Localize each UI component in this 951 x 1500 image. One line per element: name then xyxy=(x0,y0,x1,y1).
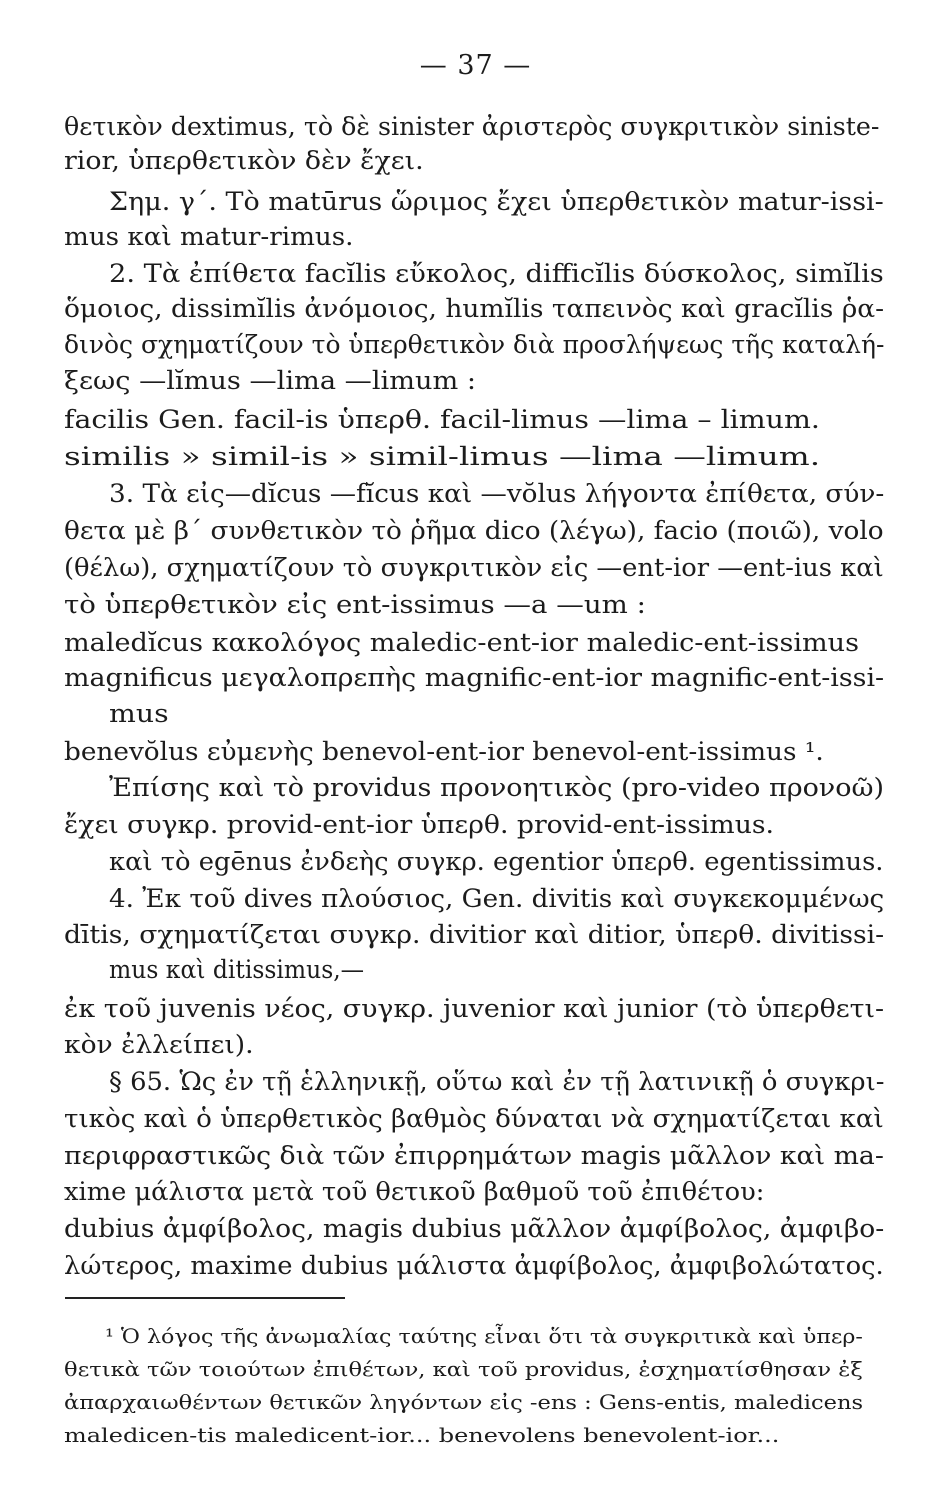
text-line: ἐκ τοῦ juvenis νέος, συγκρ. juvenior καὶ junior (τὸ ὑπερθετι- xyxy=(64,994,885,1023)
text-line: Ἐπίσης καὶ τὸ providus προνοητικὸς (pro-video προνοῶ) xyxy=(109,773,884,802)
text-line: § 65. Ὡς ἐν τῇ ἑλληνικῇ, οὕτω καὶ ἐν τῇ λατινικῇ ὁ συγκρι- xyxy=(109,1067,885,1096)
text-line: magnificus μεγαλοπρεπὴς magnific-ent-ior magnific-ent-issi- xyxy=(64,663,885,692)
text-line: dītis, σχηματίζεται συγκρ. divitior καὶ ditior, ὑπερθ. divitissi- xyxy=(64,920,885,949)
text-line: τὸ ὑπερθετικὸν εἰς ent-issimus —a —um : xyxy=(64,590,646,619)
text-line: 4. Ἐκ τοῦ dives πλούσιος, Gen. divitis καὶ συγκεκομμένως xyxy=(109,884,885,913)
text-line: benevŏlus εὐμενὴς benevol-ent-ior benevol-ent-issimus ¹. xyxy=(64,737,824,766)
text-line: ἔχει συγκρ. provid-ent-ior ὑπερθ. provid-ent-issimus. xyxy=(64,810,775,839)
text-line: similis » simil-is » simil-limus —lima —limum. xyxy=(64,442,821,471)
text-line: xime μάλιστα μετὰ τοῦ θετικοῦ βαθμοῦ τοῦ ἐπιθέτου: xyxy=(64,1177,765,1206)
text-line: ὅμοιος, dissimĭlis ἀνόμοιος, humĭlis ταπεινὸς καὶ gracĭlis ῥα- xyxy=(64,294,885,323)
text-line: (θέλω), σχηματίζουν τὸ συγκριτικὸν εἰς —ent-ior —ent-ius καὶ xyxy=(64,553,884,582)
text-line: dubius ἀμφίβολος, magis dubius μᾶλλον ἀμφίβολος, ἀμφιβο- xyxy=(64,1214,885,1243)
text-line: τικὸς καὶ ὁ ὑπερθετικὸς βαθμὸς δύναται νὰ σχηματίζεται καὶ xyxy=(64,1104,884,1133)
text-line: mus καὶ ditissimus,— xyxy=(109,955,365,984)
text-line: mus καὶ matur-rimus. xyxy=(64,222,354,251)
text-line: κὸν ἐλλείπει). xyxy=(64,1030,254,1059)
text-line: rior, ὑπερθετικὸν δὲν ἔχει. xyxy=(64,146,424,175)
text-line: θετικὸν dextimus, τὸ δὲ sinister ἀριστερὸς συγκριτικὸν siniste- xyxy=(64,112,880,141)
text-line: καὶ τὸ egēnus ἐνδεὴς συγκρ. egentior ὑπερθ. egentissimus. xyxy=(109,847,884,876)
text-line: maledĭcus κακολόγος maledic-ent-ior maledic-ent-issimus xyxy=(64,628,860,657)
text-line: περιφραστικῶς διὰ τῶν ἐπιρρημάτων magis μᾶλλον καὶ ma- xyxy=(64,1141,884,1170)
text-line: facilis Gen. facil-is ὑπερθ. facil-limus —lima – limum. xyxy=(64,405,820,434)
footnote-line: ¹ Ὁ λόγος τῆς ἀνωμαλίας ταύτης εἶναι ὅτι τὰ συγκριτικὰ καὶ ὑπερ- xyxy=(105,1325,863,1348)
text-line: λώτερος, maxime dubius μάλιστα ἀμφίβολος, ἀμφιβολώτατος. xyxy=(64,1251,884,1280)
text-line: Σημ. γ΄. Τὸ matūrus ὥριμος ἔχει ὑπερθετικὸν matur-issi- xyxy=(109,187,884,216)
text-line: 2. Τὰ ἐπίθετα facĭlis εὔκολος, difficĭlis δύσκολος, simĭlis xyxy=(109,259,884,288)
footnote-line: ἀπαρχαιωθέντων θετικῶν ληγόντων εἰς -ens : Gens-entis, maledicens xyxy=(64,1391,864,1414)
text-line: δινὸς σχηματίζουν τὸ ὑπερθετικὸν διὰ προσλήψεως τῆς καταλή- xyxy=(64,330,885,359)
text-line: 3. Τὰ εἰς—dĭcus —fĭcus καὶ —vŏlus λήγοντα ἐπίθετα, σύν- xyxy=(109,479,885,508)
footnote-divider xyxy=(65,1297,345,1299)
text-line: θετα μὲ β΄ συνθετικὸν τὸ ῥῆμα dico (λέγω), facio (ποιῶ), volo xyxy=(64,516,884,545)
footnote-line: maledicen-tis maledicent-ior... benevolens benevolent-ior... xyxy=(64,1424,780,1447)
page-number: — 37 — xyxy=(419,50,532,81)
text-line: mus xyxy=(109,699,169,728)
footnote-line: θετικὰ τῶν τοιούτων ἐπιθέτων, καὶ τοῦ providus, ἐσχηματίσθησαν ἐξ xyxy=(64,1358,863,1381)
text-line: ξεως —lĭmus —lima —limum : xyxy=(64,366,477,395)
